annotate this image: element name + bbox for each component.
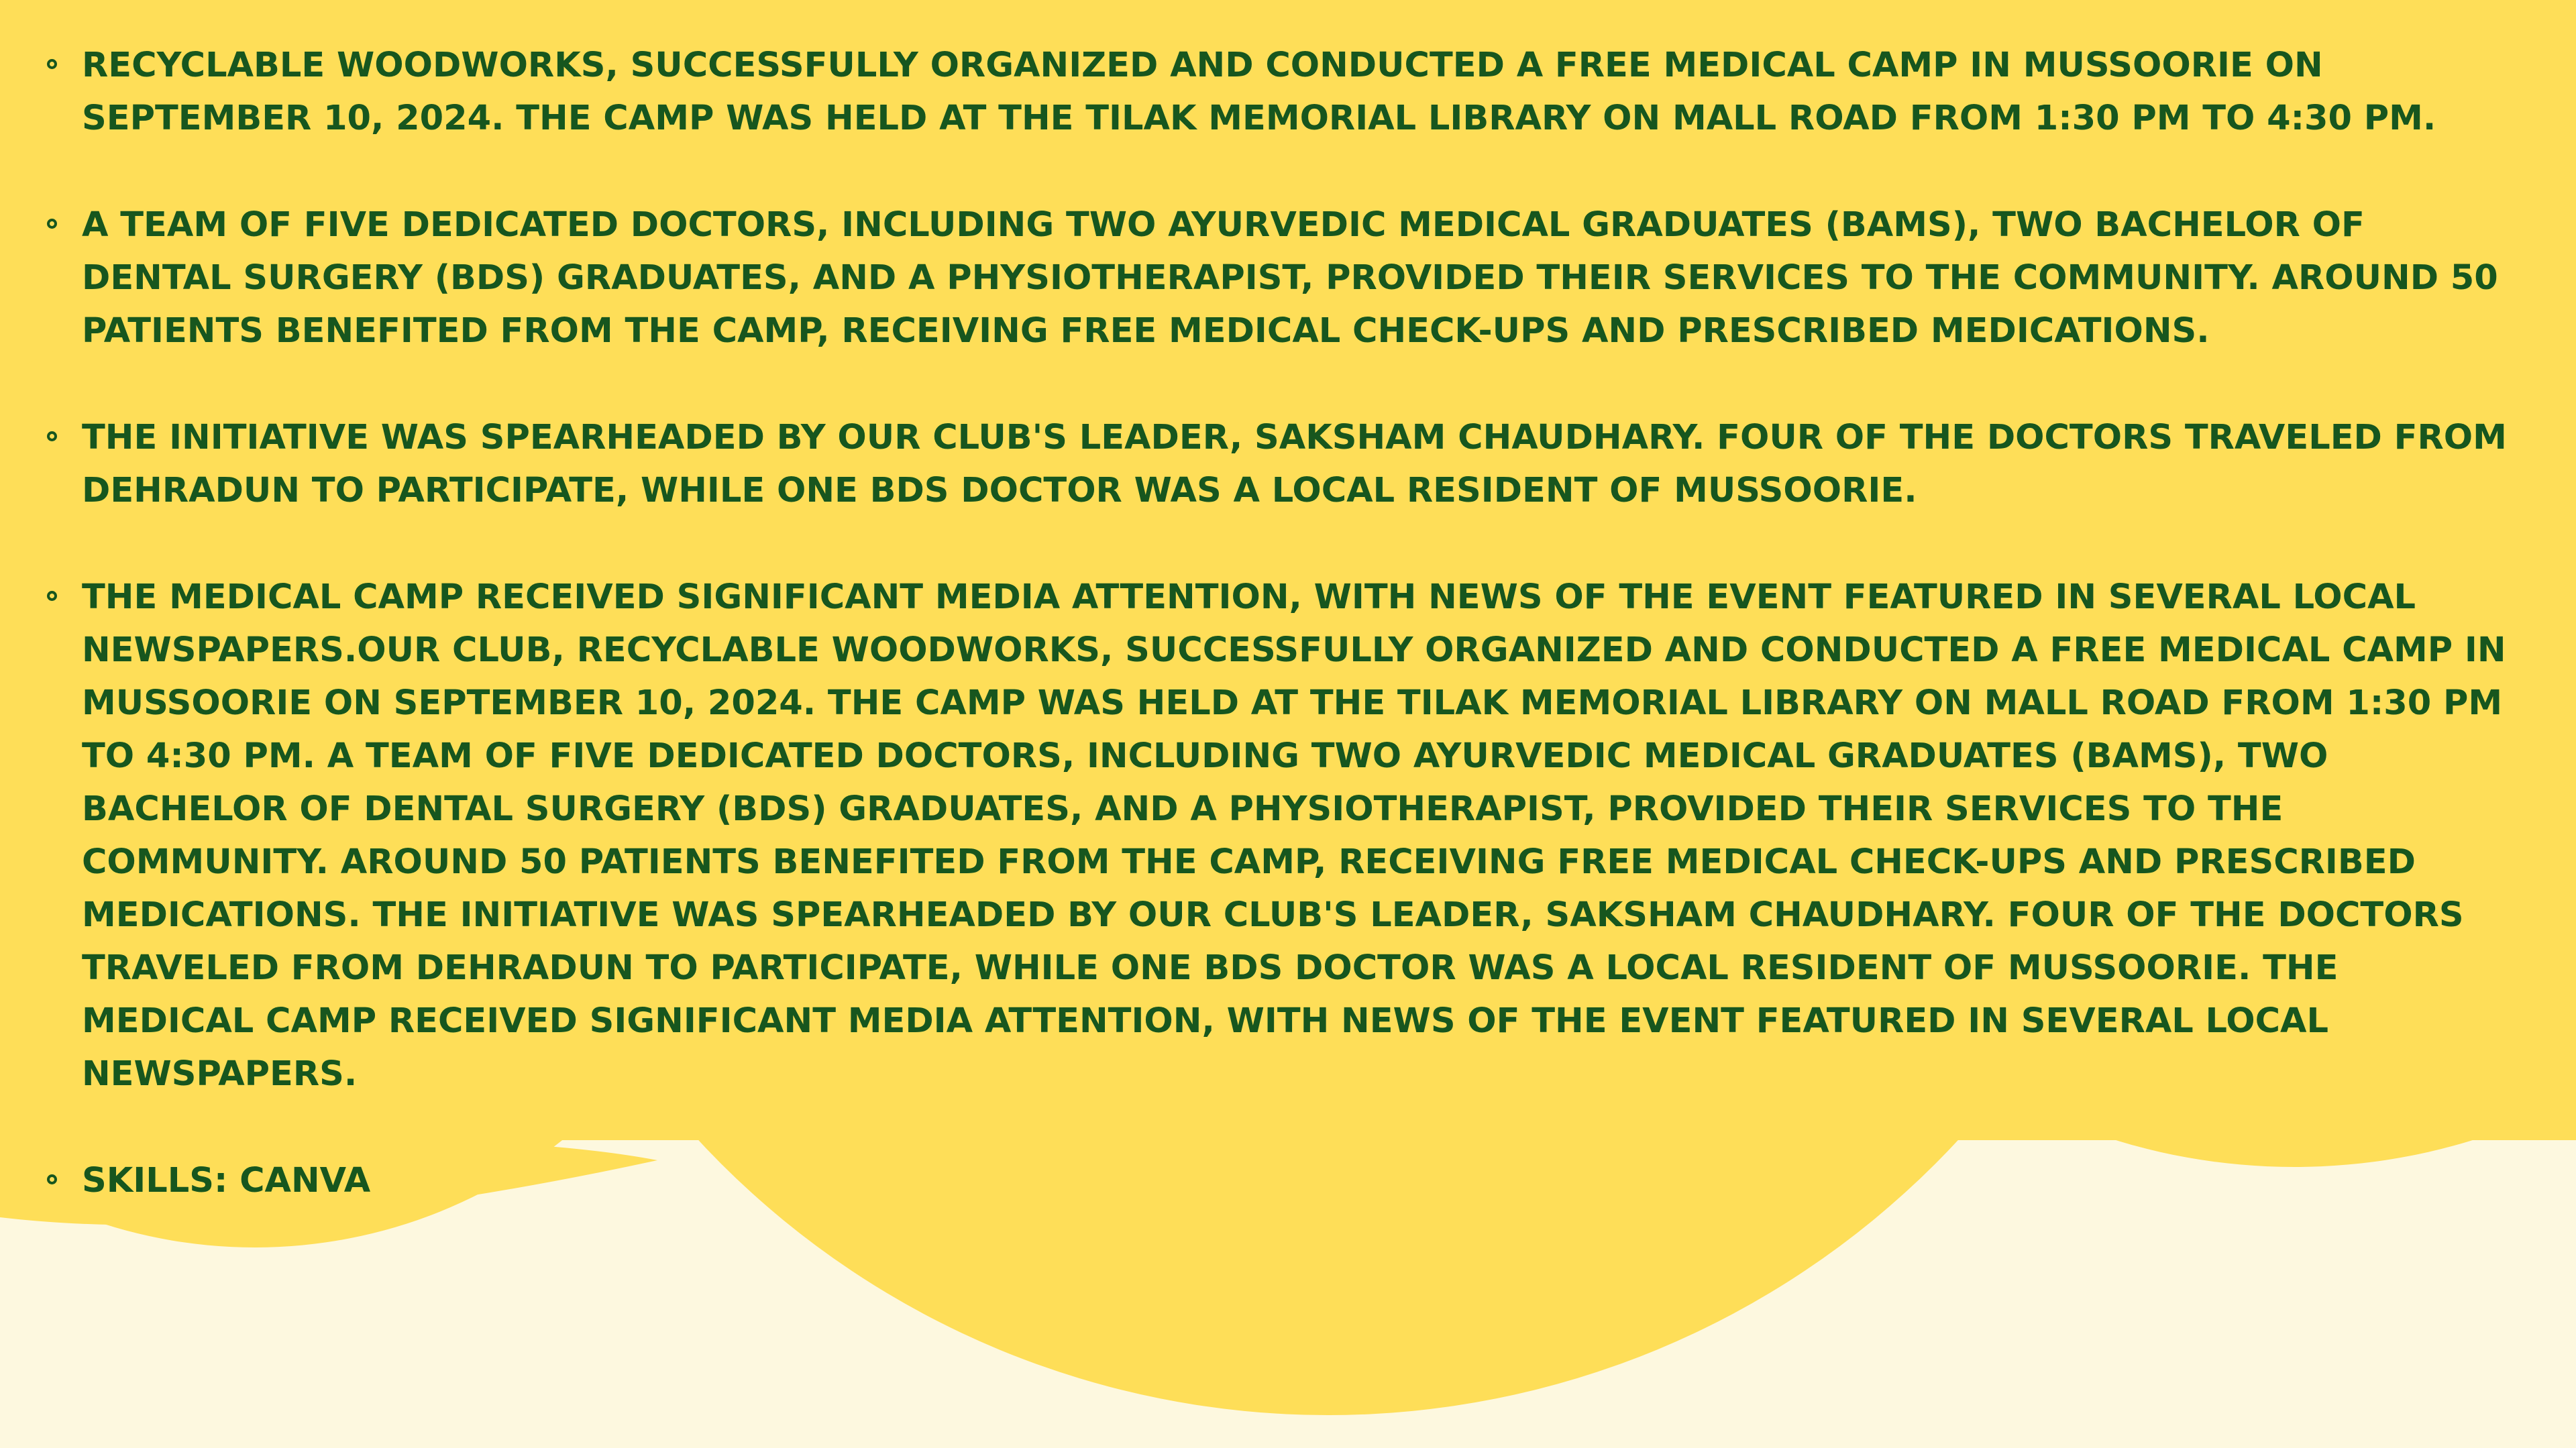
- bullet-list: [47, 39, 2509, 1207]
- bullet-item-doctors-team: [47, 199, 2509, 357]
- bullet-item-camp-summary: [47, 39, 2509, 145]
- bullet-circle-icon: [47, 59, 57, 69]
- bullet-text: RECYCLABLE WOODWORKS, SUCCESSFULLY ORGANIZED AND CONDUCTED A FREE MEDICAL CAMP IN MUSSOORIE ON SEPTEMBER 10, 2024. THE CAMP WAS HELD AT THE TILAK MEMORIAL LIBRARY ON MALL ROAD FROM 1:30 PM TO 4:30 PM.: [82, 46, 2436, 138]
- bullet-circle-icon: [47, 431, 57, 441]
- bullet-text: SKILLS: CANVA: [82, 1161, 371, 1201]
- bullet-item-initiative-leader: [47, 411, 2509, 517]
- bullet-circle-icon: [47, 591, 57, 601]
- bullet-item-media-attention: [47, 571, 2509, 1101]
- bullet-text: A TEAM OF FIVE DEDICATED DOCTORS, INCLUDING TWO AYURVEDIC MEDICAL GRADUATES (BAMS), TWO BACHELOR OF DENTAL SURGERY (BDS) GRADUATES, AND A PHYSIOTHERAPIST, PROVIDED THEIR SERVICES TO THE COMMUNITY. AROUND 50 PATIENTS BENEFITED FROM THE CAMP, RECEIVING FREE MEDICAL CHECK-UPS AND PRESCRIBED MEDICATIONS.: [82, 205, 2498, 351]
- bullet-text: THE MEDICAL CAMP RECEIVED SIGNIFICANT MEDIA ATTENTION, WITH NEWS OF THE EVENT FEATURED IN SEVERAL LOCAL NEWSPAPERS.OUR CLUB, RECYCLABLE WOODWORKS, SUCCESSFULLY ORGANIZED AND CONDUCTED A FREE MEDICAL CAMP IN MUSSOORIE ON SEPTEMBER 10, 2024. THE CAMP WAS HELD AT THE TILAK MEMORIAL LIBRARY ON MALL ROAD FROM 1:30 PM TO 4:30 PM. A TEAM OF FIVE DEDICATED DOCTORS, INCLUDING TWO AYURVEDIC MEDICAL GRADUATES (BAMS), TWO BACHELOR OF DENTAL SURGERY (BDS) GRADUATES, AND A PHYSIOTHERAPIST, PROVIDED THEIR SERVICES TO THE COMMUNITY. AROUND 50 PATIENTS BENEFITED FROM THE CAMP, RECEIVING FREE MEDICAL CHECK-UPS AND PRESCRIBED MEDICATIONS. THE INITIATIVE WAS SPEARHEADED BY OUR CLUB'S LEADER, SAKSHAM CHAUDHARY. FOUR OF THE DOCTORS TRAVELED FROM DEHRADUN TO PARTICIPATE, WHILE ONE BDS DOCTOR WAS A LOCAL RESIDENT OF MUSSOORIE. THE MEDICAL CAMP RECEIVED SIGNIFICANT MEDIA ATTENTION, WITH NEWS OF THE EVENT FEATURED IN SEVERAL LOCAL NEWSPAPERS.: [82, 577, 2506, 1094]
- bullet-circle-icon: [47, 1174, 57, 1184]
- bullet-circle-icon: [47, 219, 57, 229]
- bullet-text: THE INITIATIVE WAS SPEARHEADED BY OUR CLUB'S LEADER, SAKSHAM CHAUDHARY. FOUR OF THE DOCTORS TRAVELED FROM DEHRADUN TO PARTICIPATE, WHILE ONE BDS DOCTOR WAS A LOCAL RESIDENT OF MUSSOORIE.: [82, 418, 2507, 510]
- bullet-list-container: [47, 39, 2509, 1207]
- bullet-item-skills: [47, 1154, 2509, 1207]
